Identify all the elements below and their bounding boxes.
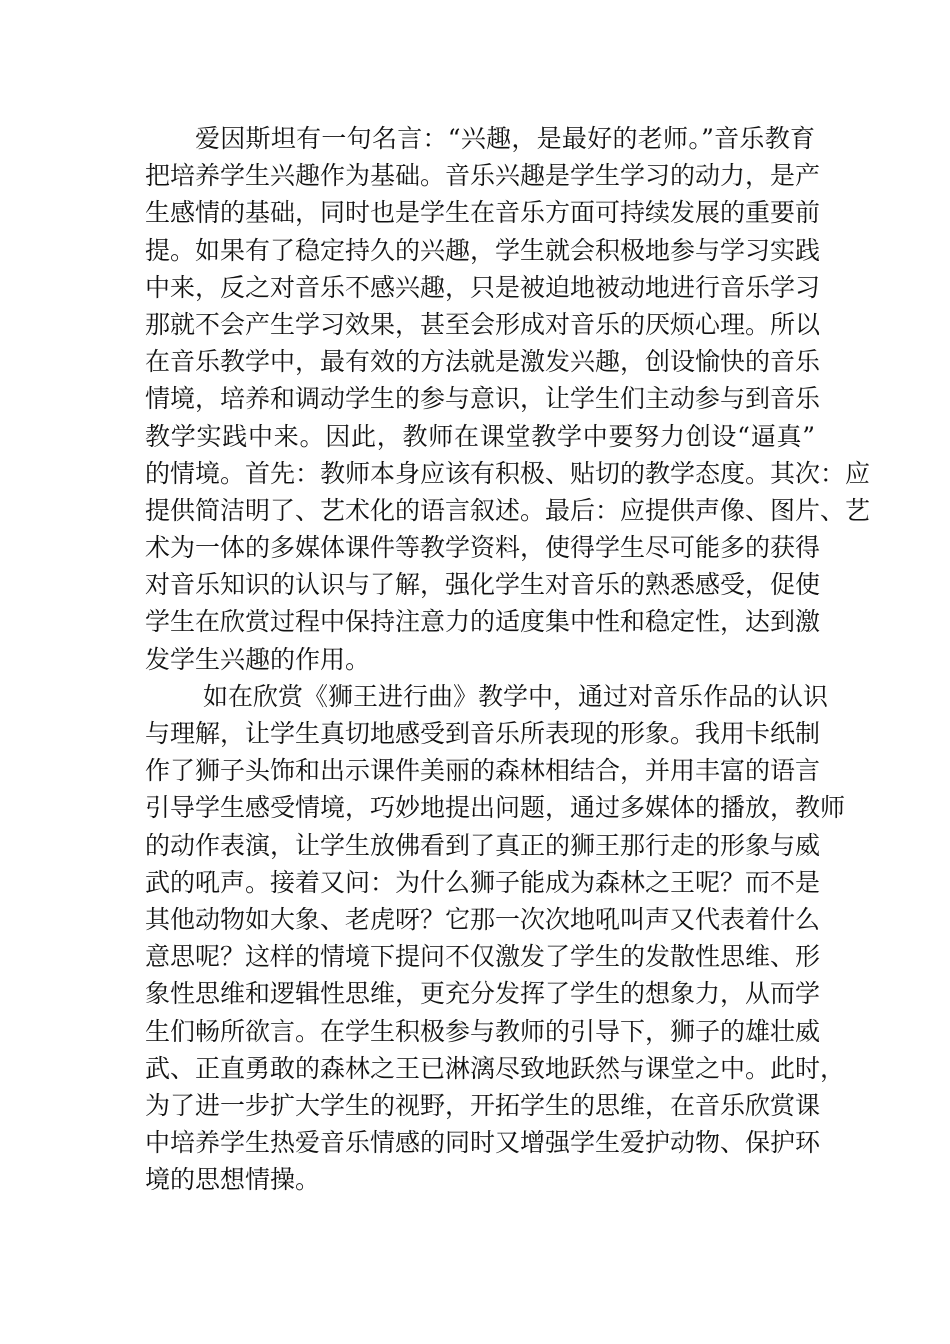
text-line: 教学实践中来。因此，教师在课堂教学中要努力创设“逼真” xyxy=(145,421,815,451)
text-line: 境的思想情操。 xyxy=(145,1165,321,1195)
text-line: 引导学生感受情境，巧妙地提出问题，通过多媒体的播放，教师 xyxy=(145,793,846,823)
text-line: 爱因斯坦有一句名言：“兴趣，是最好的老师。”音乐教育 xyxy=(195,124,815,153)
text-line: 中来，反之对音乐不感兴趣，只是被迫地被动地进行音乐学习 xyxy=(145,272,821,302)
text-line: 为了进一步扩大学生的视野，开拓学生的思维，在音乐欣赏课 xyxy=(145,1090,821,1120)
text-line: 武、正直勇敢的森林之王已淋漓尽致地跃然与课堂之中。此时， xyxy=(145,1053,846,1083)
text-line: 提。如果有了稳定持久的兴趣，学生就会积极地参与学习实践 xyxy=(145,235,821,265)
text-line: 象性思维和逻辑性思维，更充分发挥了学生的想象力，从而学 xyxy=(145,979,821,1009)
text-line: 生感情的基础，同时也是学生在音乐方面可持续发展的重要前 xyxy=(145,198,821,228)
text-line: 中培养学生热爱音乐情感的同时又增强学生爱护动物、保护环 xyxy=(145,1128,821,1158)
text-line: 其他动物如大象、老虎呀？它那一次次地吼叫声又代表着什么 xyxy=(145,904,821,934)
paragraph-1 xyxy=(145,120,871,678)
text-line: 如在欣赏《狮王进行曲》教学中，通过对音乐作品的认识 xyxy=(203,681,829,711)
text-line: 那就不会产生学习效果，甚至会形成对音乐的厌烦心理。所以 xyxy=(145,309,821,339)
text-line: 术为一体的多媒体课件等教学资料，使得学生尽可能多的获得 xyxy=(145,533,821,563)
text-line: 提供简洁明了、艺术化的语言叙述。最后：应提供声像、图片、艺 xyxy=(145,495,871,525)
text-line: 发学生兴趣的作用。 xyxy=(145,644,371,674)
text-line: 在音乐教学中，最有效的方法就是激发兴趣，创设愉快的音乐 xyxy=(145,347,821,377)
text-line: 作了狮子头饰和出示课件美丽的森林相结合，并用丰富的语言 xyxy=(145,756,821,786)
text-line: 情境，培养和调动学生的参与意识，让学生们主动参与到音乐 xyxy=(145,384,821,414)
text-line: 武的吼声。接着又问：为什么狮子能成为森林之王呢？而不是 xyxy=(145,867,821,897)
text-line: 与理解，让学生真切地感受到音乐所表现的形象。我用卡纸制 xyxy=(145,719,821,748)
text-line: 生们畅所欲言。在学生积极参与教师的引导下，狮子的雄壮威 xyxy=(145,1016,821,1046)
text-line: 的情境。首先：教师本身应该有积极、贴切的教学态度。其次：应 xyxy=(145,458,871,488)
document-body xyxy=(145,120,871,1198)
text-line: 对音乐知识的认识与了解，强化学生对音乐的熟悉感受，促使 xyxy=(145,570,821,600)
paragraph-2 xyxy=(145,678,846,1199)
text-line: 学生在欣赏过程中保持注意力的适度集中性和稳定性，达到激 xyxy=(145,607,821,637)
text-line: 的动作表演，让学生放佛看到了真正的狮王那行走的形象与威 xyxy=(145,830,821,860)
text-line: 意思呢？这样的情境下提问不仅激发了学生的发散性思维、形 xyxy=(145,942,821,972)
text-line: 把培养学生兴趣作为基础。音乐兴趣是学生学习的动力，是产 xyxy=(145,161,821,191)
